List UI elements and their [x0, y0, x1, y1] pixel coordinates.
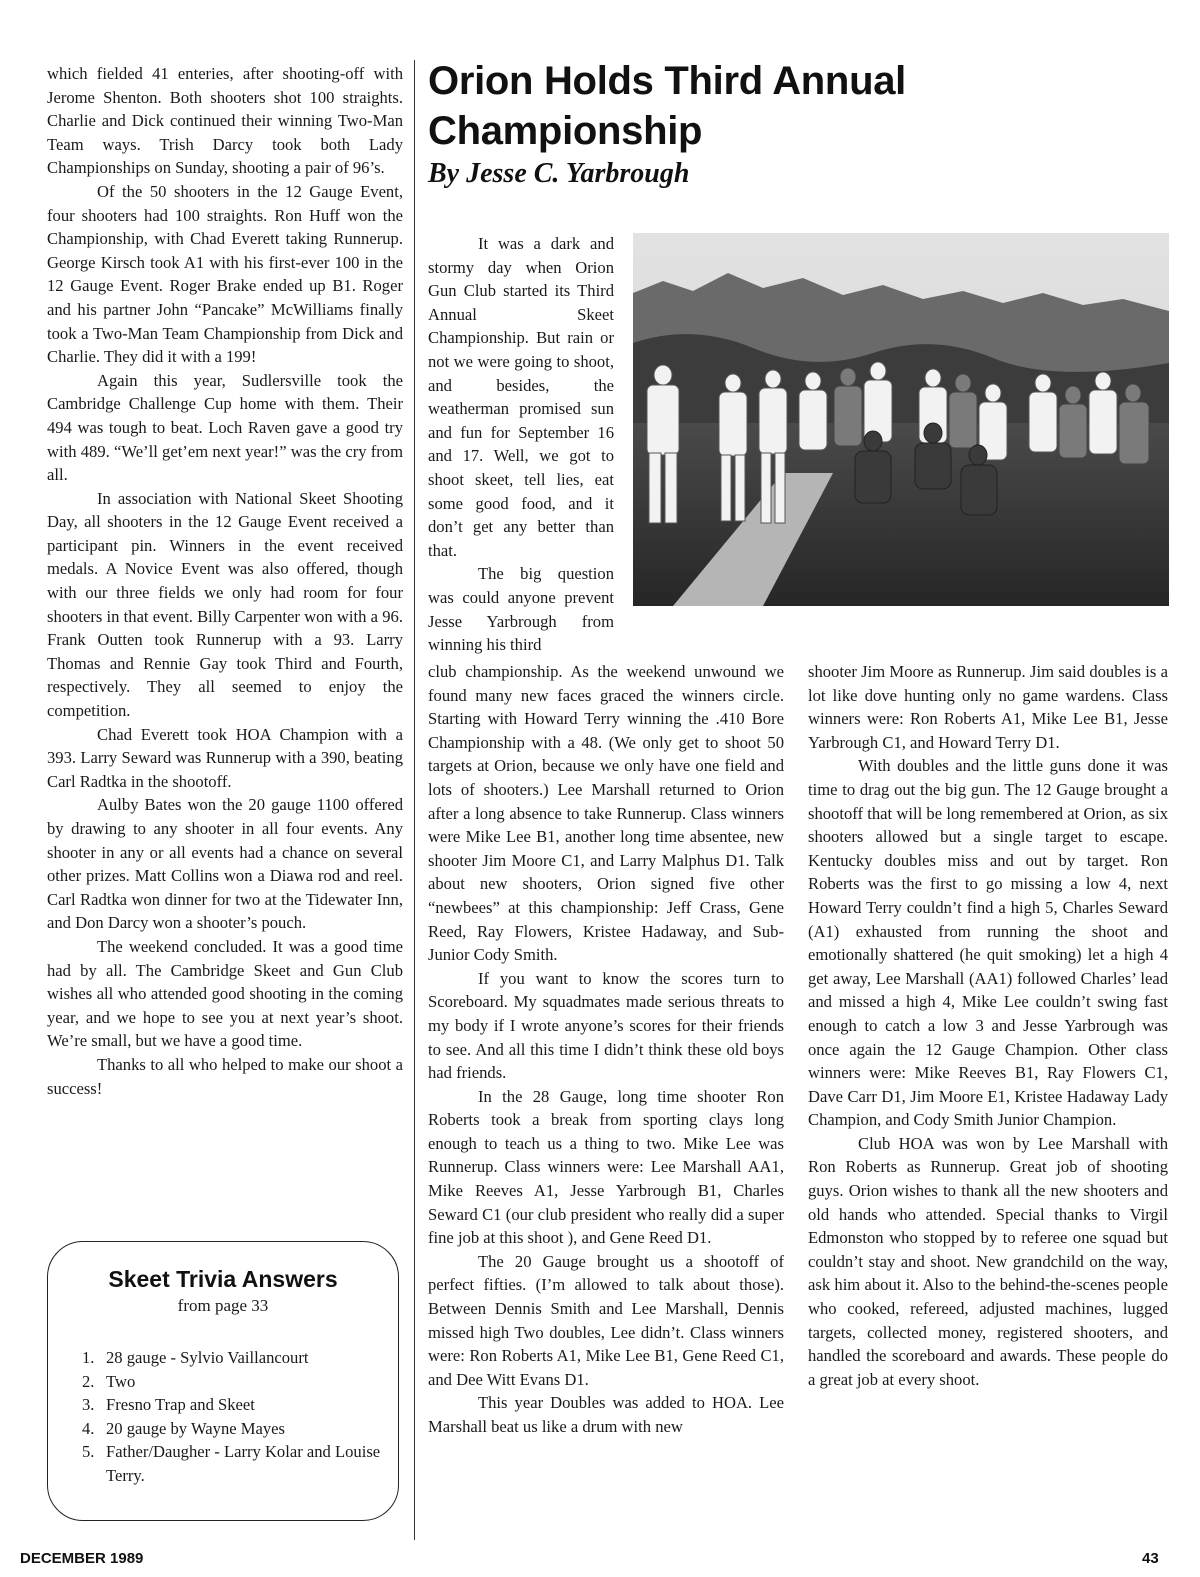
left-paragraph: In association with National Skeet Shooting Day, all shooters in the 12 Gauge Event received a participant pin. Winners in the event received medals. A Novice Event was also offered, though with our three fields we only had room for four shooters in that event. Billy Carpenter won with a 96. Frank Outten took Runnerup with a 93. Larry Thomas and Rennie Gay took Third and Fourth, respectively. They all seemed to enjoy the competition.: [47, 488, 403, 721]
trivia-item: [82, 1417, 382, 1441]
group-photo: [633, 233, 1169, 606]
middle-column: [428, 660, 784, 1439]
trivia-item: [82, 1440, 382, 1487]
trivia-box: [47, 1241, 399, 1521]
intro-paragraph: It was a dark and stormy day when Orion Gun Club started its Third Annual Skeet Championship. But rain or not we were going to shoot, and besides, the weatherman promised sun and fun for September 16 and 17. Well, we got to shoot skeet, tell lies, eat some good food, and it don’t get any better than that.: [428, 234, 614, 560]
trivia-item-text: Two: [106, 1371, 136, 1391]
left-paragraph: The weekend concluded. It was a good time had by all. The Cambridge Skeet and Gun Club wishes all who attended good shooting in the coming year, and we hope to see you at next year’s shoot. We’re small, but we have a good time.: [47, 936, 403, 1051]
trivia-item-number: 4.: [82, 1418, 95, 1438]
middle-paragraph: club championship. As the weekend unwound we found many new faces graced the winners circle. Starting with Howard Terry winning the .410 Bore Championship with a 48. (We only get to shoot 50 targets at Orion, because we only have one field and lots of shooters.) Lee Marshall returned to Orion after a long absence to take Runnerup. Class winners were Mike Lee B1, another long time absentee, new shooter Jim Moore C1, and Larry Malphus D1. Talk about new shooters, Orion signed five other “newbees” at this championship: Jeff Crass, Gene Reed, Ray Flowers, Kristee Hadaway, and Sub-Junior Cody Smith.: [428, 662, 784, 965]
trivia-item-text: Fresno Trap and Skeet: [106, 1395, 255, 1415]
trivia-item-text: 20 gauge by Wayne Mayes: [106, 1418, 285, 1438]
middle-paragraph: If you want to know the scores turn to Scoreboard. My squadmates made serious threats to my body if I wrote anyone’s scores for their friends to see. And all this time I didn’t think these old boys had friends.: [428, 968, 784, 1083]
left-paragraph: Again this year, Sudlersville took the Cambridge Challenge Cup home with them. Their 494 was tough to beat. Loch Raven gave a good try with 489. “We’ll get’em next year!” was the cry from all.: [47, 370, 403, 485]
left-paragraph: Of the 50 shooters in the 12 Gauge Event, four shooters had 100 straights. Ron Huff won the Championship, with Chad Everett taking Runnerup. George Kirsch took A1 with his first-ever 100 in the 12 Gauge Event. Roger Brake ended up B1. Roger and his partner John “Pancake” McWilliams finally took a Two-Man Team Championship from Dick and Charlie. They did it with a 199!: [47, 181, 403, 367]
left-paragraph: Aulby Bates won the 20 gauge 1100 offered by drawing to any shooter in all four events. Any shooter in any or all events had a chance on several other prizes. Matt Collins won a Diawa rod and reel. Carl Radtka won dinner for two at the Tidewater Inn, and Don Darcy won a shooter’s pouch.: [47, 795, 403, 933]
trivia-item: [82, 1393, 382, 1417]
page-number: 43: [1142, 1550, 1159, 1567]
left-paragraph: Thanks to all who helped to make our shoot a success!: [47, 1054, 403, 1098]
left-column: [47, 62, 403, 1100]
right-paragraph: Club HOA was won by Lee Marshall with Ron Roberts as Runnerup. Great job of shooting guys. Orion wishes to thank all the new shooters and old hands who attended. Special thanks to Virgil Edmonston who stopped by to referee one squad but couldn’t stay and shoot. New grandchild on the way, ask him about it. Also to the behind-the-scenes people who cooked, refereed, adjusted machines, lugged targets, collected money, registered shooters, and handled the scoreboard and awards. These people do a great job at every shoot.: [808, 1133, 1168, 1389]
middle-paragraph: The 20 Gauge brought us a shootoff of perfect fifties. (I’m allowed to talk about those). Between Dennis Smith and Lee Marshall, Dennis missed high Two doubles, Lee didn’t. Class winners were: Ron Roberts A1, Mike Lee B1, Gene Reed C1, and Dee Witt Evans D1.: [428, 1251, 784, 1389]
trivia-subtitle: from page 33: [177, 1296, 269, 1315]
middle-paragraph: In the 28 Gauge, long time shooter Ron Roberts took a break from sporting clays long enough to teach us a thing to two. Mike Lee was Runnerup. Class winners were: Lee Marshall AA1, Mike Reeves A1, Jesse Yarbrough B1, Charles Seward C1 (our club president who really did a super fine job at this shoot ), and Gene Reed D1.: [428, 1086, 784, 1248]
trivia-item: [82, 1346, 382, 1370]
trivia-item-text: Father/Daugher - Larry Kolar and Louise Terry.: [106, 1442, 381, 1485]
trivia-item: [82, 1370, 382, 1394]
column-divider: [414, 60, 415, 1540]
article-byline: By Jesse C. Yarbrough: [428, 158, 690, 189]
middle-paragraph: This year Doubles was added to HOA. Lee Marshall beat us like a drum with new: [428, 1393, 784, 1436]
trivia-title: Skeet Trivia Answers: [108, 1266, 338, 1292]
trivia-item-number: 3.: [82, 1395, 95, 1415]
issue-date: DECEMBER 1989: [20, 1550, 144, 1567]
trivia-item-text: 28 gauge - Sylvio Vaillancourt: [106, 1348, 309, 1367]
trivia-item-number: 5.: [82, 1442, 95, 1462]
intro-column: [428, 232, 614, 657]
right-paragraph: shooter Jim Moore as Runnerup. Jim said doubles is a lot like dove hunting only no game wardens. Class winners were: Ron Roberts A1, Mike Lee B1, Jesse Yarbrough C1, and Howard Terry D1.: [808, 662, 1168, 752]
trivia-item-number: 2.: [82, 1371, 95, 1391]
intro-paragraph: The big question was could anyone prevent Jesse Yarbrough from winning his third: [428, 564, 614, 655]
article-headline: Orion Holds Third Annual Championship: [428, 59, 906, 153]
left-paragraph: Chad Everett took HOA Champion with a 393. Larry Seward was Runnerup with a 390, beating Carl Radtka in the shootoff.: [47, 724, 403, 791]
trivia-item-number: 1.: [82, 1348, 95, 1367]
right-column: [808, 660, 1168, 1391]
trivia-list: [82, 1346, 382, 1488]
left-paragraph: which fielded 41 enteries, after shooting-off with Jerome Shenton. Both shooters shot 100 straights. Charlie and Dick continued their winning Two-Man Team ways. Trish Darcy took both Lady Championships on Sunday, shooting a pair of 96’s.: [47, 64, 403, 178]
right-paragraph: With doubles and the little guns done it was time to drag out the big gun. The 12 Gauge brought a shootoff that will be long remembered at Orion, as six shooters allowed but a single target to escape. Kentucky doubles miss and out by target. Ron Roberts was the first to go missing a low 4, next Howard Terry couldn’t find a high 5, Charles Seward (A1) exhausted from running the shoot and emotionally shattered (he quit smoking) let a high 4 get away, Lee Marshall (AA1) followed Charles’ lead and missed a high 4, Mike Lee couldn’t swing fast enough to catch a low 3 and Jesse Yarbrough was once again the 12 Gauge Champion. Other class winners were: Mike Reeves B1, Ray Flowers C1, Dave Carr D1, Jim Moore E1, Kristee Hadaway Lady Champion, and Cody Smith Junior Champion.: [808, 756, 1168, 1130]
